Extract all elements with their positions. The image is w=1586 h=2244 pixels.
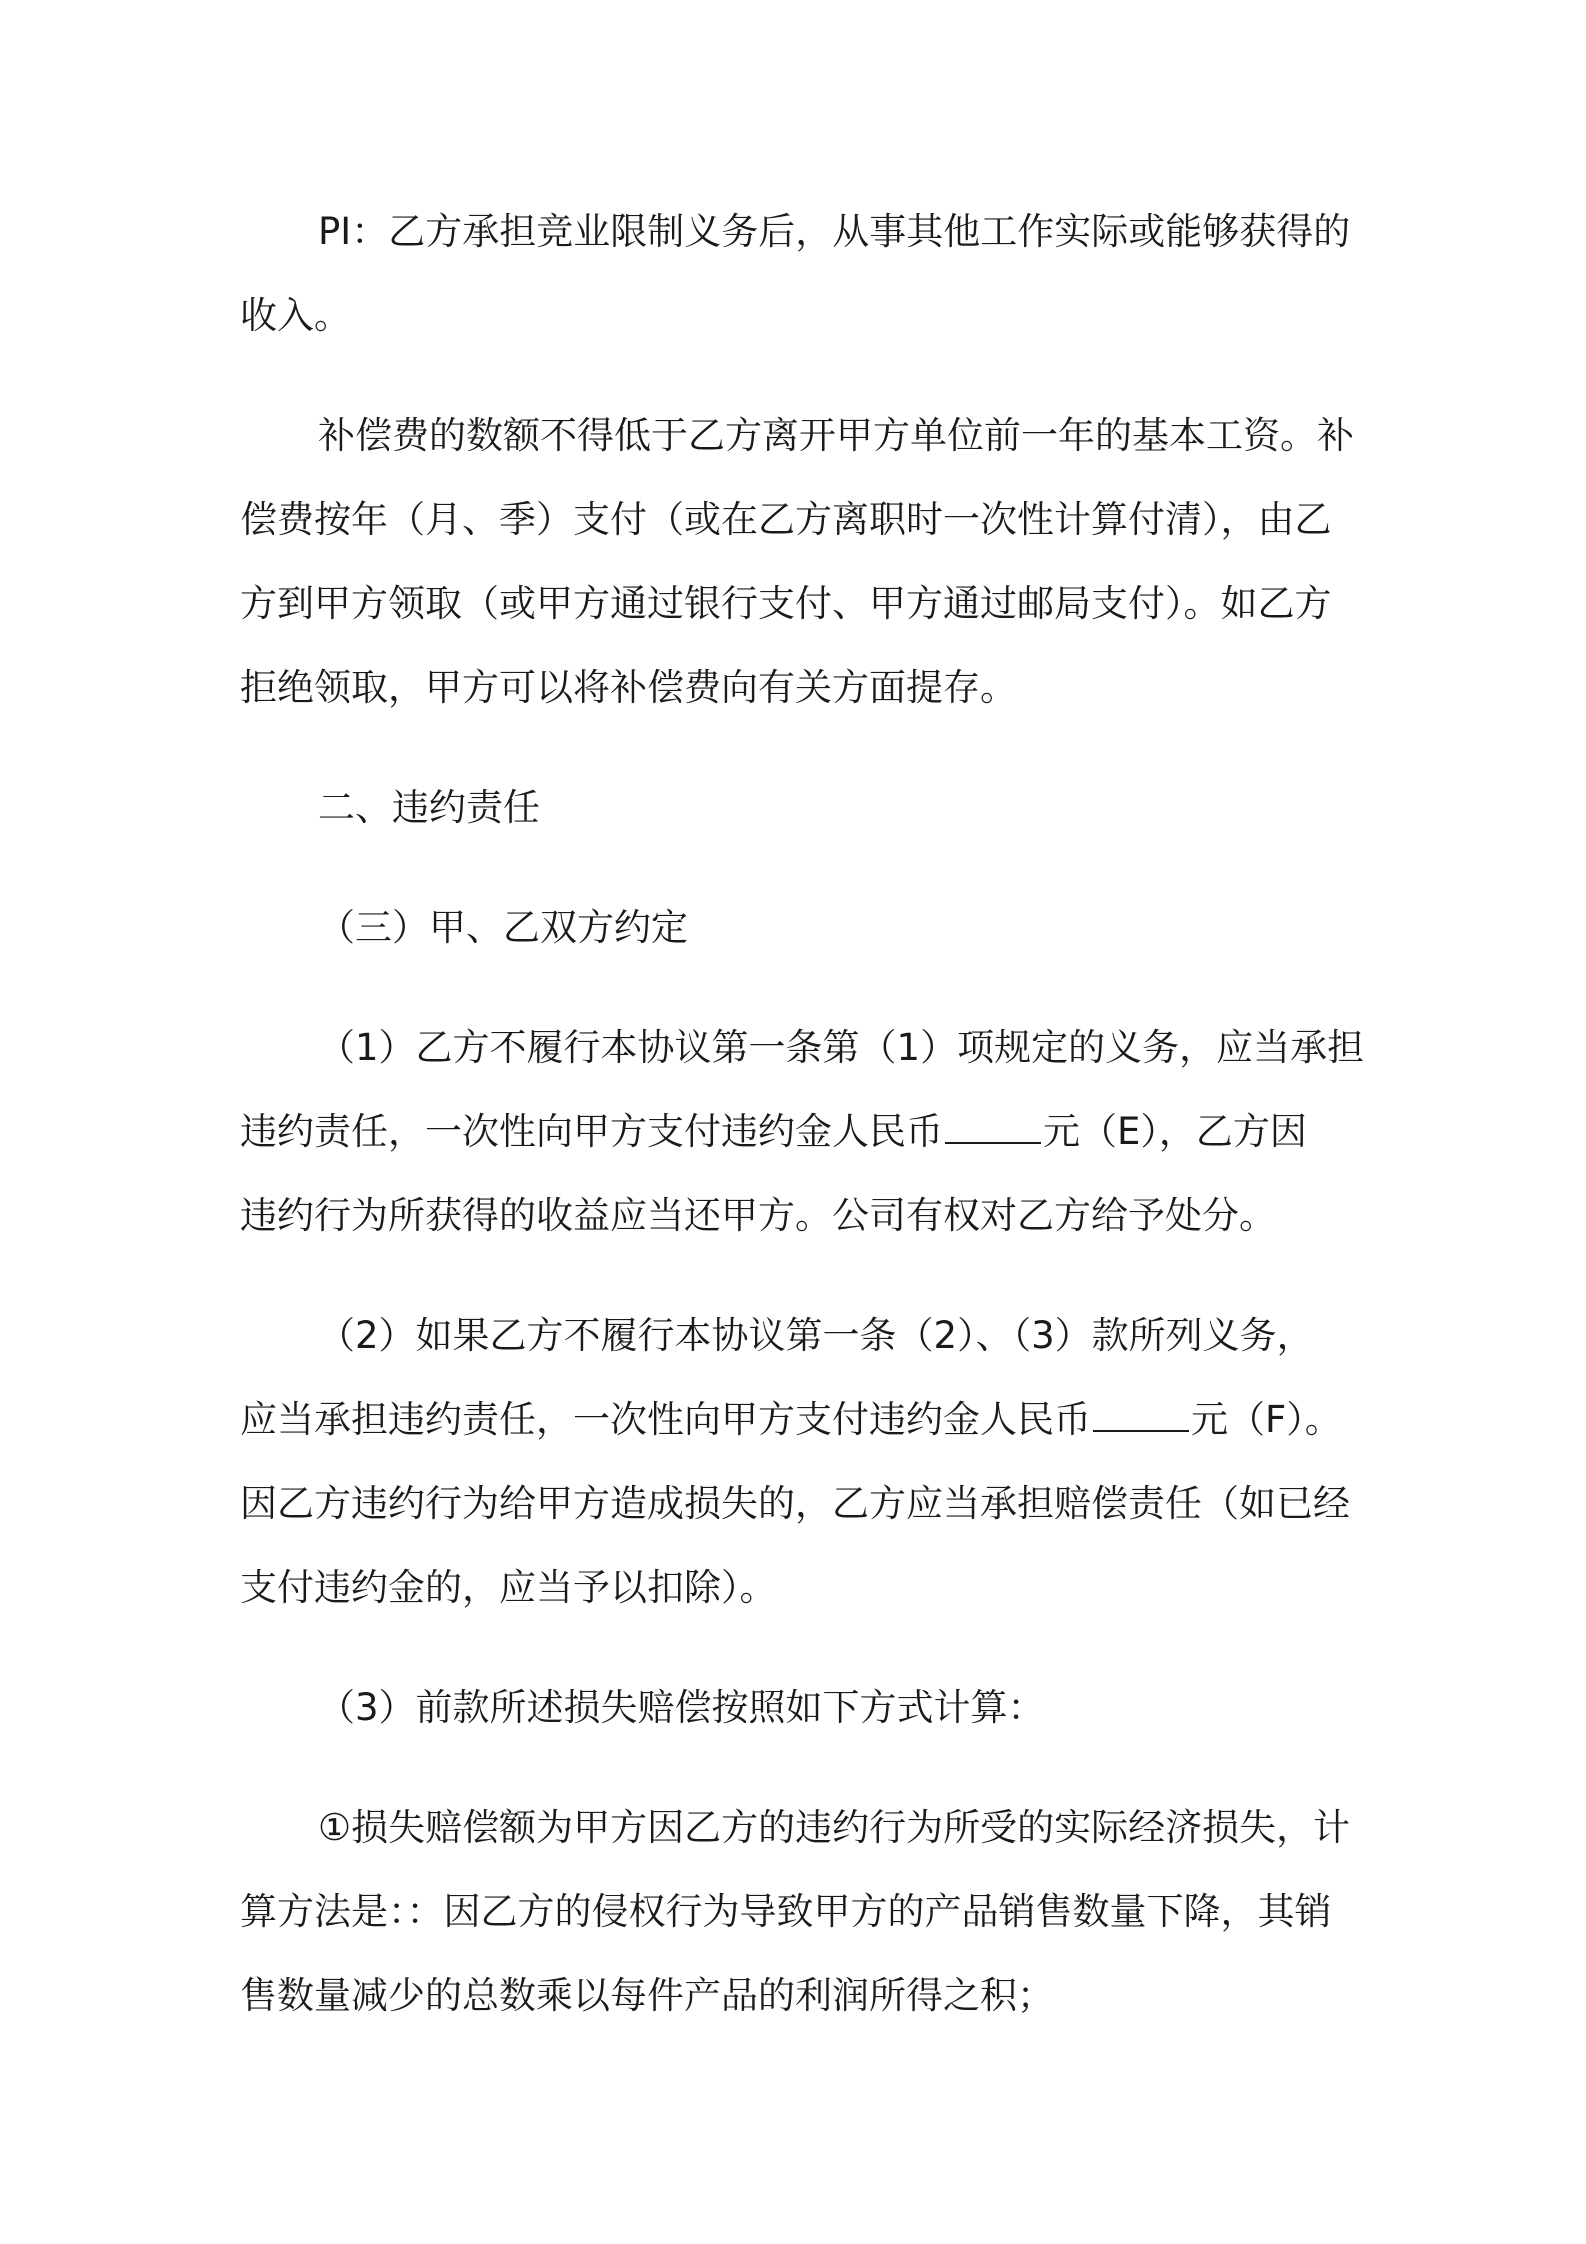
text-line: 算方法是：：因乙方的侵权行为导致甲方的产品销售数量下降，其销 xyxy=(240,1890,1332,1933)
text-line: 因乙方违约行为给甲方造成损失的，乙方应当承担赔偿责任（如已经 xyxy=(240,1482,1350,1525)
text-line: 偿费按年（月、季）支付（或在乙方离职时一次性计算付清），由乙 xyxy=(240,498,1332,541)
text-line: （3）前款所述损失赔偿按照如下方式计算： xyxy=(318,1686,1045,1729)
text-line: 方到甲方领取（或甲方通过银行支付、甲方通过邮局支付）。如乙方 xyxy=(240,582,1332,625)
text-segment: 违约责任，一次性向甲方支付违约金人民币 xyxy=(240,1110,943,1153)
text-line xyxy=(240,1378,1360,1462)
text-line: PI：乙方承担竞业限制义务后，从事其他工作实际或能够获得的 xyxy=(318,210,1351,253)
paragraph-clause-2 xyxy=(240,1294,1360,1630)
document-body xyxy=(240,190,1365,2038)
paragraph-clause-1 xyxy=(240,1006,1365,1258)
text-line: （2）如果乙方不履行本协议第一条（2）、（3）款所列义务， xyxy=(318,1314,1314,1357)
sub-heading: （三）甲、乙双方约定 xyxy=(318,906,688,949)
paragraph-clause-3 xyxy=(240,1666,1360,1750)
text-line xyxy=(240,1090,1360,1174)
text-line: ①损失赔偿额为甲方因乙方的违约行为所受的实际经济损失，计 xyxy=(318,1806,1351,1849)
text-line: 拒绝领取，甲方可以将补偿费向有关方面提存。 xyxy=(240,666,1017,709)
paragraph-calculation xyxy=(240,1786,1360,2038)
text-line: 支付违约金的，应当予以扣除）。 xyxy=(240,1566,777,1609)
amount-blank xyxy=(945,1106,1041,1144)
text-segment: 应当承担违约责任，一次性向甲方支付违约金人民币 xyxy=(240,1398,1091,1441)
text-segment: 元（E），乙方因 xyxy=(1043,1110,1307,1153)
text-line: 售数量减少的总数乘以每件产品的利润所得之积； xyxy=(240,1974,1054,2017)
text-line: 违约行为所获得的收益应当还甲方。公司有权对乙方给予处分。 xyxy=(240,1194,1276,1237)
text-line: 补偿费的数额不得低于乙方离开甲方单位前一年的基本工资。补 xyxy=(318,414,1354,457)
text-segment: 元（F）。 xyxy=(1191,1398,1342,1441)
paragraph-income xyxy=(240,190,1360,358)
text-line: （1）乙方不履行本协议第一条第（1）项规定的义务，应当承担 xyxy=(318,1026,1365,1069)
paragraph-compensation xyxy=(240,394,1360,730)
section-heading: 二、违约责任 xyxy=(318,786,540,829)
text-line: 收入。 xyxy=(240,294,351,337)
amount-blank xyxy=(1093,1394,1189,1432)
